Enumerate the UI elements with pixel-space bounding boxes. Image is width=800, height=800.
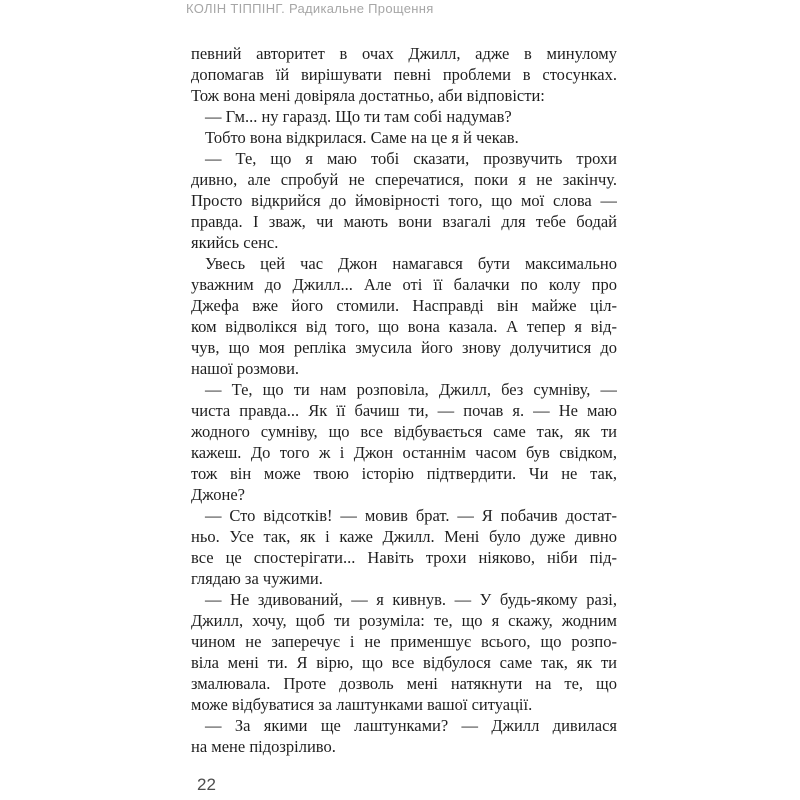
text-line: ньо. Усе так, як і каже Джилл. Мені було дуже дивно (191, 527, 617, 546)
text-line: чином не заперечує і не применшує всього, що розпо- (191, 632, 617, 651)
text-line: — За якими ще лаштунками? — Джилл дивилася (205, 716, 617, 735)
text-line: дивно, але спробуй не сперечатися, поки я не закінчу. (191, 170, 617, 189)
text-line: Тож вона мені довіряла достатньо, аби відповісти: (191, 86, 545, 105)
text-line: — Не здивований, — я кивнув. — У будь-якому разі, (205, 590, 617, 609)
text-line: уважним до Джилл... Але оті її балачки по колу про (191, 275, 617, 294)
text-line: Просто відкрийся до ймовірності того, що мої слова — (191, 191, 617, 210)
text-line: глядаю за чужими. (191, 569, 323, 588)
text-line: все це спостерігати... Навіть трохи ніяково, ніби під- (191, 548, 617, 567)
running-header: КОЛІН ТІППІНГ. Радикальне Прощення (186, 1, 434, 16)
body-text (191, 43, 617, 757)
text-line: — Те, що ти нам розповіла, Джилл, без сумніву, — (205, 380, 617, 399)
text-line: Джилл, хочу, щоб ти розуміла: те, що я скажу, жодним (191, 611, 617, 630)
text-line: змалювала. Проте дозволь мені натякнути на те, що (191, 674, 617, 693)
text-line: чиста правда... Як її бачиш ти, — почав я. — Не маю (191, 401, 617, 420)
text-line: віла мені ти. Я вірю, що все відбулося саме так, як ти (191, 653, 617, 672)
text-line: ком відволікся від того, що вона казала. А тепер я від- (191, 317, 617, 336)
text-line: може відбуватися за лаштунками вашої ситуації. (191, 695, 533, 714)
text-line: нашої розмови. (191, 359, 300, 378)
text-line: кажеш. До того ж і Джон останнім часом був свідком, (191, 443, 617, 462)
text-line: жодного сумніву, що все відбувається саме так, як ти (191, 422, 617, 441)
text-line: — Те, що я маю тобі сказати, прозвучить трохи (205, 149, 617, 168)
text-line: чув, що моя репліка змусила його знову долучитися до (191, 338, 617, 357)
text-line: певний авторитет в очах Джилл, адже в минулому (191, 44, 617, 63)
text-line: Увесь цей час Джон намагався бути максимально (205, 254, 617, 273)
text-line: тож він може твою історію підтвердити. Чи не так, (191, 464, 617, 483)
text-line: Джоне? (191, 485, 245, 504)
text-line: на мене підозріливо. (191, 737, 336, 756)
text-line: Джефа вже його стомили. Насправді він майже ціл- (191, 296, 617, 315)
text-line: якийсь сенс. (191, 233, 279, 252)
text-line: — Сто відсотків! — мовив брат. — Я побачив достат- (205, 506, 617, 525)
text-line: допомагав їй вирішувати певні проблеми в стосунках. (191, 65, 617, 84)
text-line: Тобто вона відкрилася. Саме на це я й чекав. (205, 128, 519, 147)
page-number: 22 (197, 775, 216, 794)
text-line: — Гм... ну гаразд. Що ти там собі надумав? (205, 107, 512, 126)
text-line: правда. І зваж, чи мають вони взагалі для тебе бодай (191, 212, 617, 231)
